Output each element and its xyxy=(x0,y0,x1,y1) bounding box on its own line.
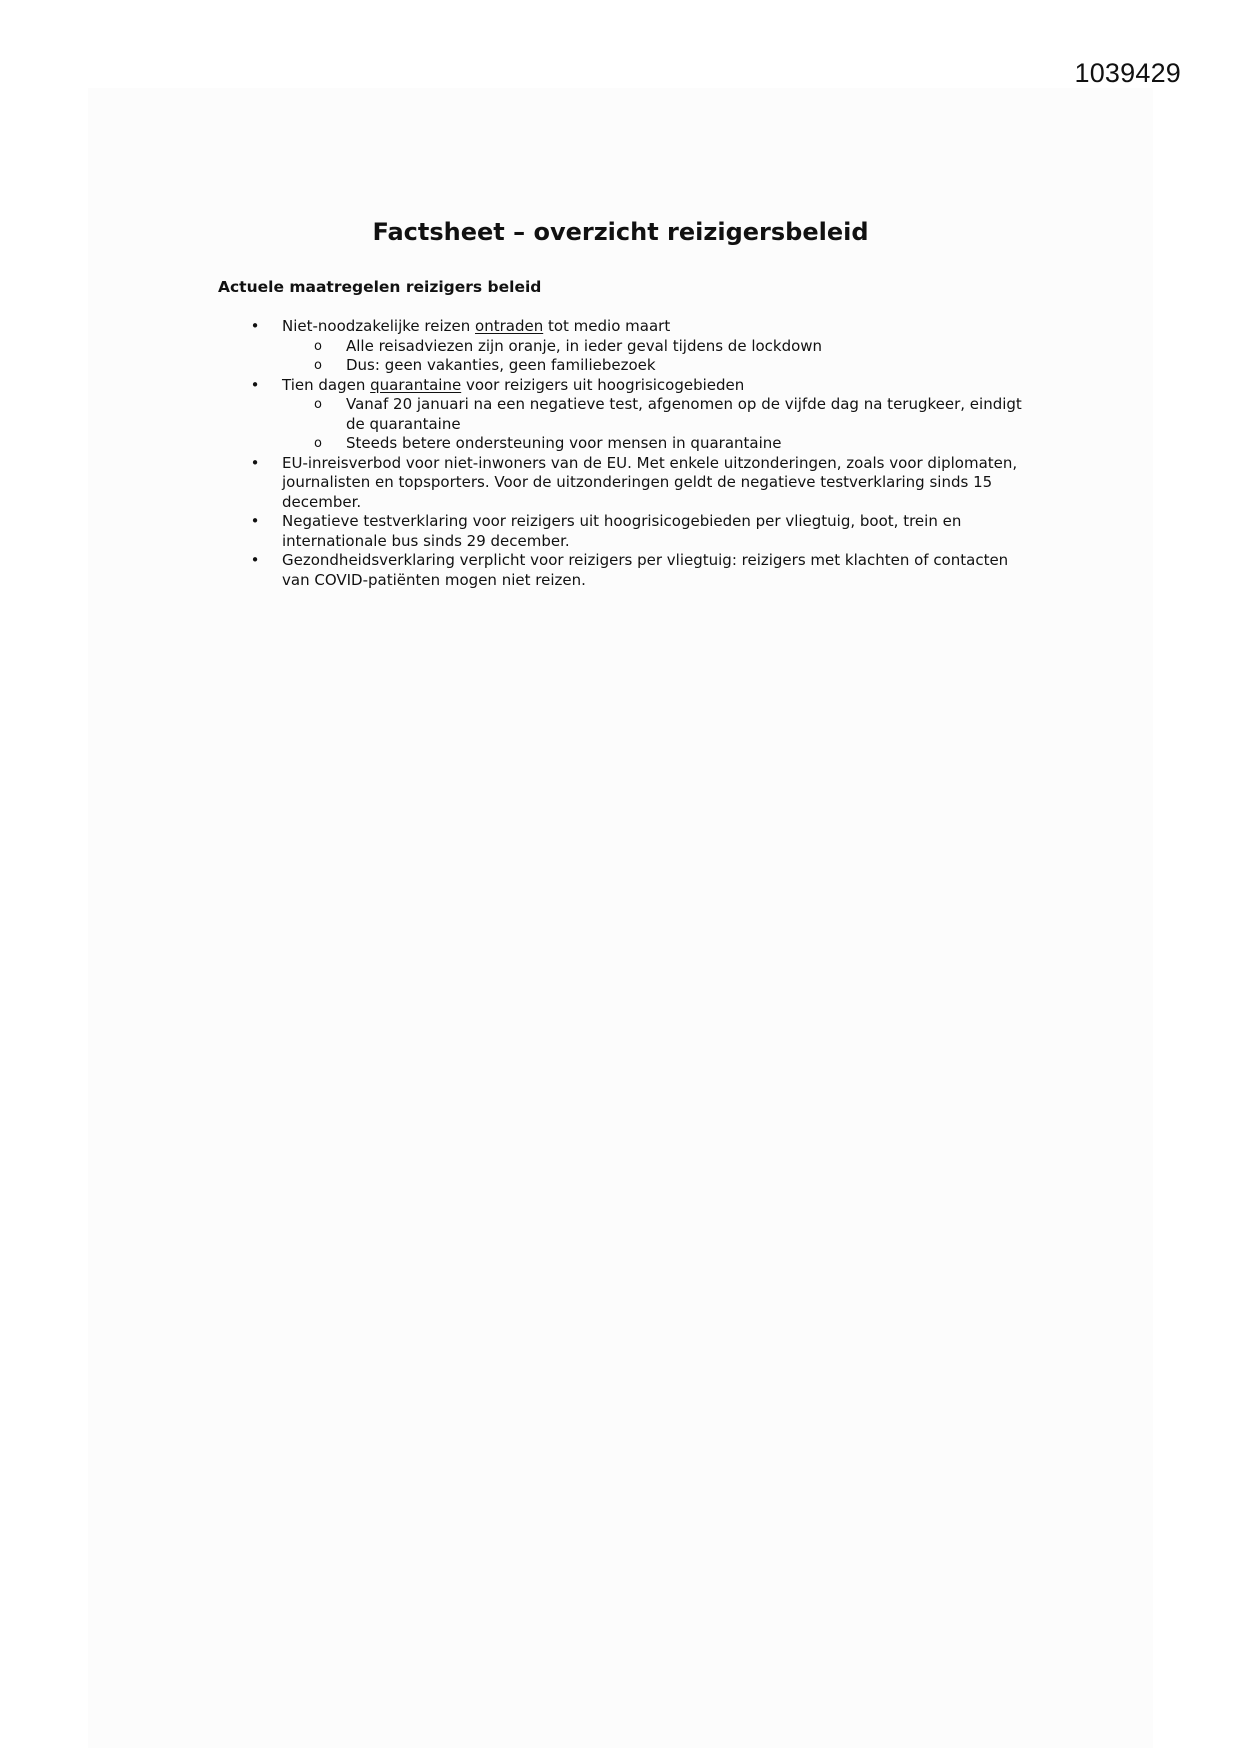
sub-list xyxy=(282,337,1030,376)
circle-bullet-icon: o xyxy=(314,358,322,373)
sub-list-item xyxy=(314,434,1030,454)
item-text-after: voor reizigers uit hoogrisicogebieden xyxy=(461,375,745,394)
list-item xyxy=(250,512,1030,551)
item-text-before: Tien dagen xyxy=(282,375,371,394)
bullet-icon: • xyxy=(250,453,260,472)
bullet-icon: • xyxy=(250,375,260,394)
document-id: 1039429 xyxy=(1074,58,1181,88)
list-item xyxy=(250,317,1030,376)
sub-list-item xyxy=(314,336,1030,357)
circle-bullet-icon: o xyxy=(314,436,322,451)
item-text-before: Niet-noodzakelijke reizen xyxy=(282,317,476,335)
item-text: Gezondheidsverklaring verplicht voor reizigers per vliegtuig: reizigers met klachten of contacten van COVID-patiënten mogen niet reizen. xyxy=(282,551,1009,589)
sub-list xyxy=(282,395,1030,454)
underlined-term: ontraden xyxy=(475,317,544,335)
sub-item-text: Steeds betere ondersteuning voor mensen in quarantaine xyxy=(346,434,782,452)
measures-list xyxy=(250,317,1030,590)
list-item xyxy=(250,376,1030,454)
bullet-icon: • xyxy=(250,551,260,569)
sub-item-text: Alle reisadviezen zijn oranje, in ieder geval tijdens de lockdown xyxy=(346,336,823,355)
circle-bullet-icon: o xyxy=(314,397,322,412)
list-item xyxy=(250,454,1030,513)
sub-item-text: Vanaf 20 januari na een negatieve test, afgenomen op de vijfde dag na terugkeer, eindigt de quarantaine xyxy=(346,395,1022,433)
item-text-after: tot medio maart xyxy=(543,317,671,335)
sub-list-item xyxy=(314,356,1030,376)
page-title: Factsheet – overzicht reizigersbeleid xyxy=(372,218,869,246)
list-item xyxy=(250,551,1030,590)
sub-item-text: Dus: geen vakanties, geen familiebezoek xyxy=(346,356,656,374)
sub-list-item xyxy=(314,395,1030,434)
circle-bullet-icon: o xyxy=(314,338,322,354)
bullet-icon: • xyxy=(250,317,260,335)
section-heading: Actuele maatregelen reizigers beleid xyxy=(218,278,542,296)
item-text: EU-inreisverbod voor niet-inwoners van de EU. Met enkele uitzonderingen, zoals voor diplomaten, journalisten en topsporters. Voor de uitzonderingen geldt de negatieve testverklaring sinds 15 december. xyxy=(282,453,1018,511)
item-text: Negatieve testverklaring voor reizigers uit hoogrisicogebieden per vliegtuig, boot, trein en internationale bus sinds 29 december. xyxy=(282,512,962,550)
underlined-term: quarantaine xyxy=(370,375,462,394)
bullet-icon: • xyxy=(250,512,260,530)
